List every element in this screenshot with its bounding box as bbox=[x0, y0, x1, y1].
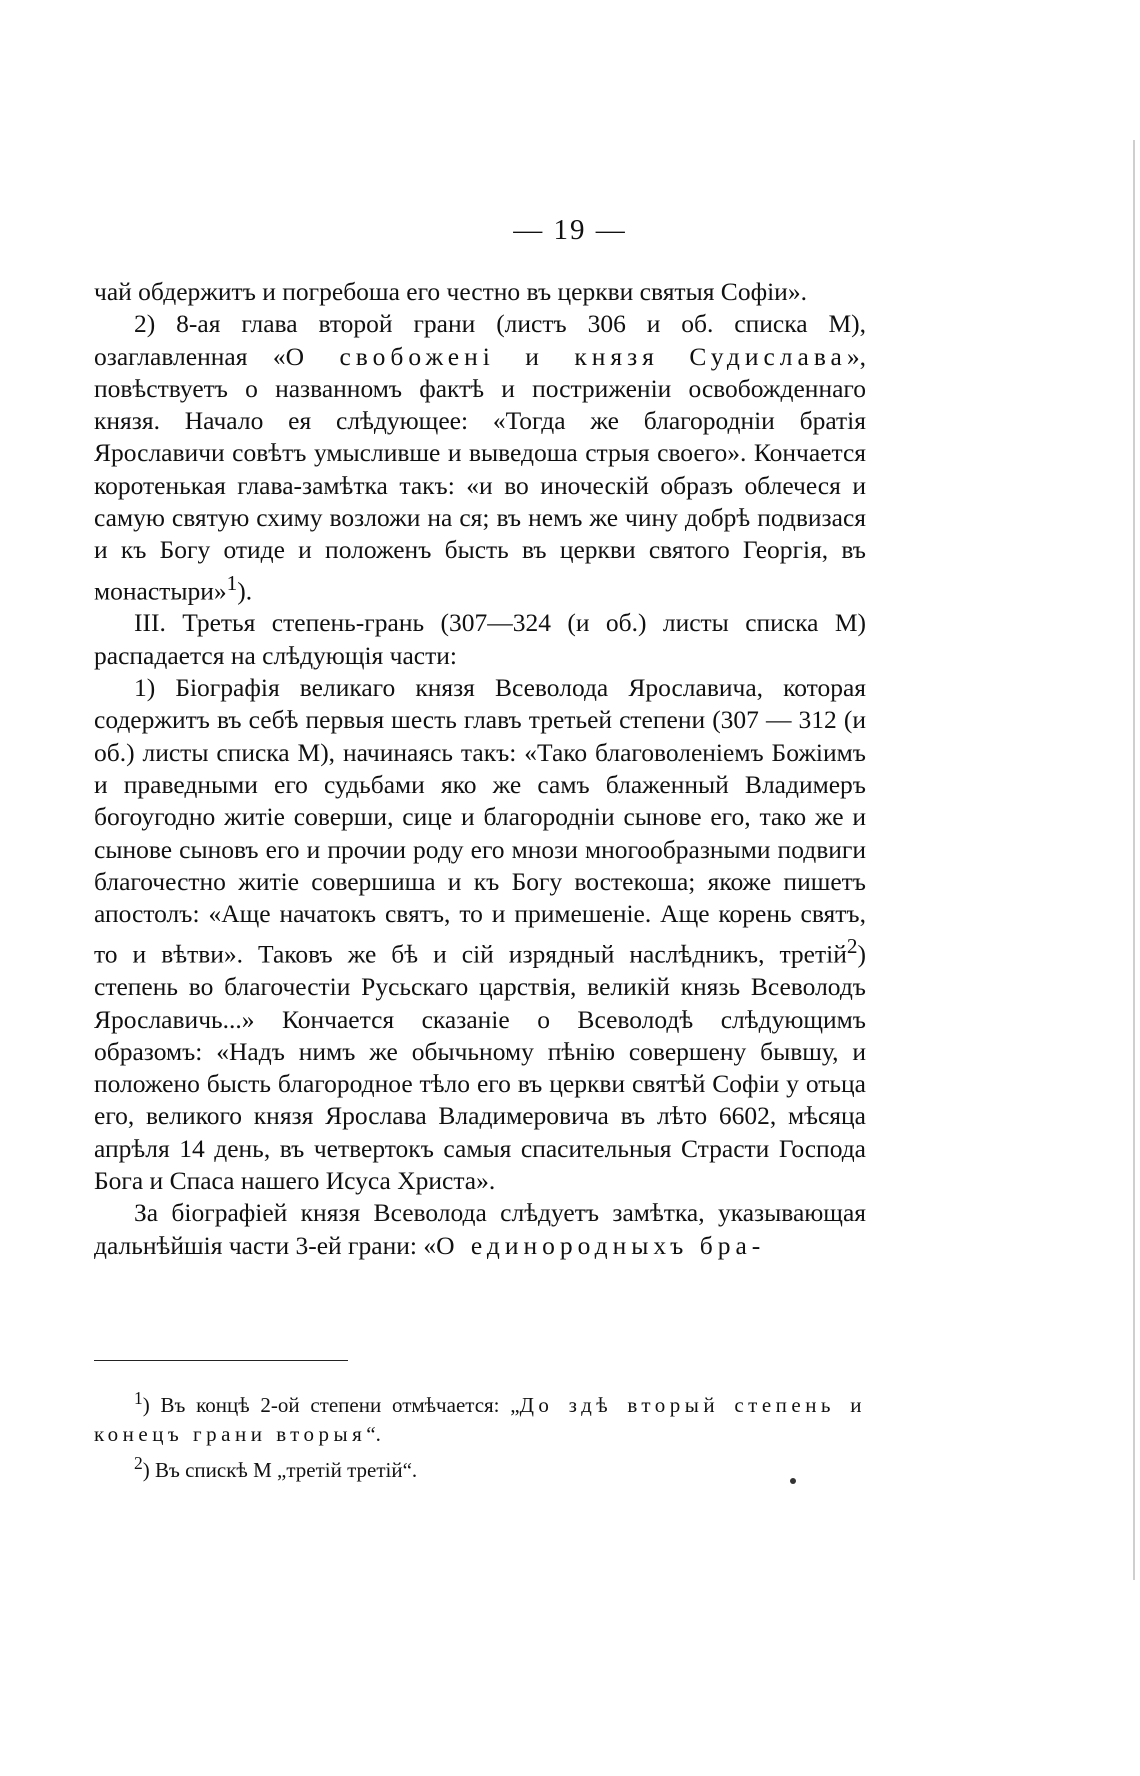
footnote-ref-2: 2 bbox=[846, 934, 858, 959]
paragraph-2-text-b: », повѣствуетъ о названномъ фактѣ и постриженіи освобожденнаго князя. Начало ея слѣдующее: «Тогда же благороднiи братія Ярославичи совѣтъ умысливше и выведоша стрыя своего». Кончается коротенькая глава-замѣтка такъ: «и во иноческій образъ облечеся и самую святую схиму возложи на ся; въ немъ же чину добрѣ подвизася и къ Богу отиде и положенъ бысть въ церкви святого Георгія, въ монастыри» bbox=[94, 341, 866, 606]
page-edge-shadow bbox=[1133, 140, 1135, 1580]
paragraph-2 bbox=[94, 308, 866, 607]
footnote-1 bbox=[94, 1384, 866, 1449]
paragraph-3: III. Третья степень-грань (307—324 (и об.) листы списка М) распадается на слѣдующія части: bbox=[94, 608, 866, 670]
paragraph-5 bbox=[94, 1197, 866, 1262]
paragraph-5-text-a: За біографіей князя Всеволода слѣдуетъ замѣтка, указывающая дальнѣйшія части 3-ей грани: « bbox=[94, 1198, 866, 1260]
footnote-1-quote: До здѣ вторый степень и конецъ грани вторыя bbox=[94, 1393, 866, 1446]
paragraph-4-text-a: 1) Біографія великаго князя Всеволода Ярославича, которая содержитъ въ себѣ первыя шесть главъ третьей степени (307 — 312 (и об.) листы списка М), начинаясь такъ: «Тако благоволеніемъ Божіимъ и праведными его судьбами яко же самъ блаженный Владимеръ богоугодно житіе соверши, сице и благороднiи сынове его, тако же и сынове сыновъ его и прочии роду его мнози многообразными подвиги благочестно житіе совершиша и къ Богу востекоша; якоже пишетъ апостолъ: «Аще начатокъ святъ, то и примешеніе. Аще корень святъ, то и вѣтви». Таковъ же бѣ и сій изрядный наслѣдникъ, третій bbox=[94, 673, 866, 969]
footnote-2-text: ) Въ спискѣ М „третій третій“. bbox=[142, 1458, 418, 1482]
paragraph-4 bbox=[94, 672, 866, 1197]
ink-speck bbox=[790, 1478, 796, 1484]
paragraph-2-end: ). bbox=[237, 576, 253, 606]
footnotes bbox=[94, 1384, 866, 1485]
paragraph-1: чай обдержитъ и погребоша его честно въ церкви святыя Софіи». bbox=[94, 277, 807, 306]
footnote-divider bbox=[94, 1360, 348, 1361]
footnote-2 bbox=[94, 1449, 866, 1485]
footnote-1-text: ) Въ концѣ 2-ой степени отмѣчается: „ bbox=[142, 1393, 520, 1417]
page-number: — 19 — bbox=[513, 214, 627, 246]
paragraph-2-text-a: 2) 8-ая глава второй грани (листъ 306 и об. списка М), озаглавленная « bbox=[94, 309, 866, 371]
paragraph-5-title: О единородныхъ бра- bbox=[436, 1230, 766, 1260]
footnote-1-mark: 1 bbox=[134, 1388, 143, 1408]
footnote-2-mark: 2 bbox=[134, 1453, 143, 1473]
paragraph-4-text-b: ) степень во благочестіи Русьскаго царствія, великій князь Всеволодъ Ярославичь...» Кончается сказаніе о Всеволодѣ слѣдующимъ образомъ: «Надъ нимъ же обычьному пѣнію совершену бывшу, и положено бысть благородное тѣло его въ церкви святѣй Софіи у отьца его, великого князя Ярослава Владимеровича въ лѣто 6602, мѣсяца апрѣля 14 день, въ четвертокъ самыя спасительныя Страсти Господа Бога и Спаса нашего Исуса Христа». bbox=[94, 939, 866, 1196]
paragraph-2-chapter-title: О свобожені и князя Судислава bbox=[285, 341, 847, 371]
footnote-1-end: “. bbox=[366, 1422, 381, 1446]
main-text bbox=[94, 276, 866, 1262]
footnote-ref-1: 1 bbox=[226, 570, 238, 595]
